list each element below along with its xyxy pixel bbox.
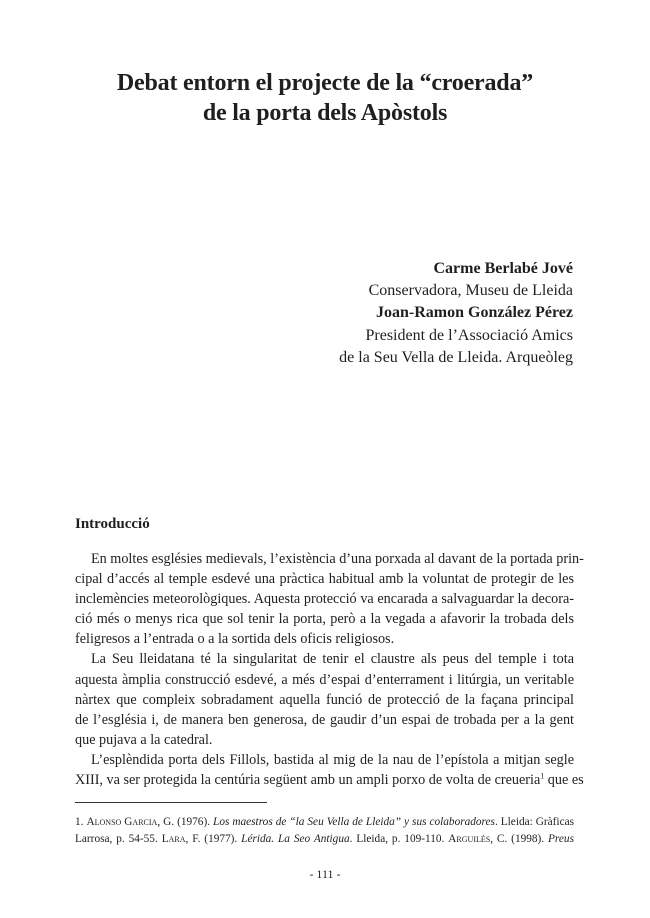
footnote-1-line-2 [75,831,574,848]
section-heading: Introducció [75,516,150,532]
paragraph-1-line: cipal d’accés al temple esdevé una pràctica habitual amb la voluntat de protegir de les [75,571,574,588]
paragraph-1-line: En moltes esglésies medievals, l’existència d’una porxada al davant de la portada prin- [91,551,584,567]
paragraph-3-text: XIII, va ser protegida la centúria següent amb un ampli porxo de volta de creueria [75,772,541,789]
body-text [75,549,584,790]
title-line-1: Debat entorn el projecte de la “croerada” [116,70,534,96]
footnote-number: 1. [75,816,87,828]
author-affiliation-2-line-1: President de l’Associació Amics [365,326,573,344]
footnote-text: , F. (1977). [185,833,242,845]
footnote-text: Larrosa, p. 54-55. [75,833,162,845]
paragraph-1-line: ció més o menys rica que sol tenir la porta, però a la vegada a afavorir la trobada dels [75,611,574,628]
footnote-text: , C. (1998). [490,833,549,845]
paragraph-3-line [75,770,584,790]
footnote-book-title: Preus [548,833,574,845]
footnote-text: . Lleida, p. 109-110. [349,833,449,845]
footnotes [75,814,574,848]
footnote-author: Lara [161,833,186,845]
paragraph-2-line: La Seu lleidatana té la singularitat de tenir el claustre als peus del temple i tota [91,651,574,668]
footnote-author: Arguilés [448,833,491,845]
paragraph-2-line: que pujava a la catedral. [75,731,213,748]
footnote-divider [75,802,267,803]
footnote-1-line-1 [75,814,574,831]
footnote-text: , G. (1976). [157,816,214,828]
footnote-book-title: Los maestros de “la Seu Vella de Lleida” y sus colaboradores [213,816,495,828]
author-affiliation-2-line-2: de la Seu Vella de Lleida. Arqueòleg [339,348,573,366]
author-affiliation-1: Conservadora, Museu de Lleida [368,282,573,300]
paragraph-2-line: aquesta àmplia construcció esdevé, a més d’espai d’enterrament i litúrgia, un veritable [75,671,574,688]
paragraph-1-line: inclemències meteorològiques. Aquesta protecció va encarada a salvaguardar la decora- [75,591,574,608]
paragraph-3-line: L’esplèndida porta dels Fillols, bastida al mig de la nau de l’epístola a mitjan segle [91,751,574,768]
paragraph-3-text-end: que es [544,772,584,789]
footnote-ref-1[interactable]: 1 [540,771,545,781]
page-number: - 111 - [309,867,341,881]
author-block [213,258,573,369]
footnote-text: . Lleida: Gràficas [494,816,574,828]
footnote-book-title: Lérida. La Seo Antigua [241,833,350,845]
paragraph-2-line: de l’església i, de manera ben generosa, de gaudir d’un espai de trobada per a la gent [75,711,574,728]
article-title [40,68,610,128]
paragraph-2-line: nàrtex que compleix sobradament aquella funció de protecció de la façana principal [75,691,574,708]
title-line-2: de la porta dels Apòstols [202,100,448,126]
author-name-1: Carme Berlabé Jové [433,260,573,277]
footnote-author: Alonso Garcia [86,816,158,828]
author-name-2: Joan-Ramon González Pérez [376,304,573,322]
paragraph-1-line: feligresos a l’entrada o a la sortida dels oficis religiosos. [75,631,395,648]
